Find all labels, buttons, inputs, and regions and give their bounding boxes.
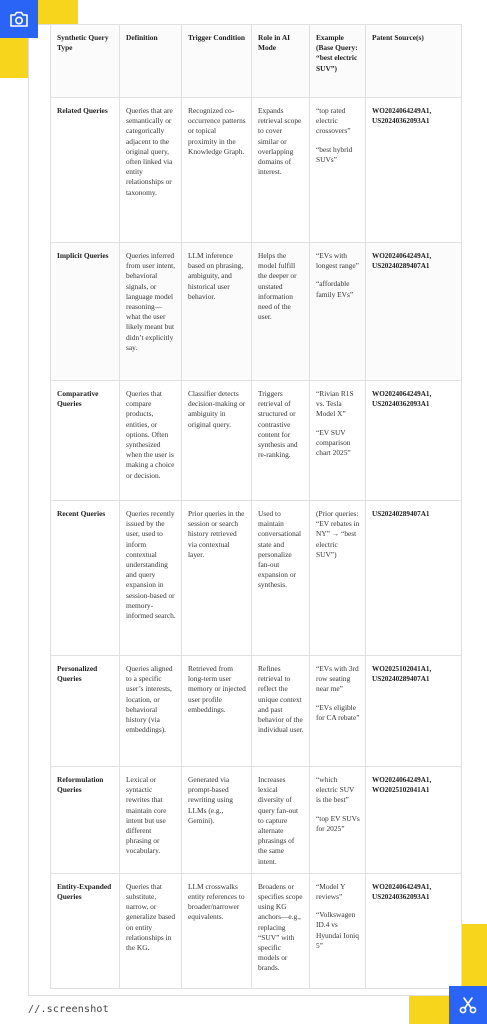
patent-source: US20240362093A1 bbox=[372, 400, 430, 409]
trigger-cell: Recognized co-occurrence patterns or topical proximity in the Knowledge Graph. bbox=[182, 98, 252, 243]
role-cell: Broadens or specifies scope using KG anchors—e.g., replacing “SUV” with specific models or brands. bbox=[252, 873, 310, 988]
trigger-cell: Prior queries in the session or search history retrieved via contextual layer. bbox=[182, 501, 252, 656]
example-text: “best hybrid SUVs” bbox=[316, 144, 353, 164]
trigger-cell: Generated via prompt-based rewriting using LLMs (e.g., Gemini). bbox=[182, 767, 252, 874]
query-type-cell: Implicit Queries bbox=[51, 243, 120, 381]
example-text: “top rated electric crossovers” bbox=[316, 106, 351, 136]
table-row bbox=[51, 381, 462, 501]
example-text: (Prior queries: “EV rebates in NY” → “best electric SUV”) bbox=[316, 509, 360, 559]
patent-source: WO2025102041A1, bbox=[372, 665, 432, 673]
example-text: “EVs with longest range” bbox=[316, 251, 359, 271]
patent-source-cell bbox=[366, 873, 462, 988]
example-text: “EV SUV comparison chart 2025” bbox=[316, 427, 351, 458]
patent-source: WO2024064249A1, bbox=[372, 390, 432, 398]
trigger-cell: LLM inference based on phrasing, ambiguity, and historical user behavior. bbox=[182, 243, 252, 381]
table-row bbox=[51, 656, 462, 767]
example-cell bbox=[310, 381, 366, 501]
definition-cell: Queries inferred from user intent, behavioral signals, or language model reasoning—what the user likely meant but didn’t explicitly say. bbox=[120, 243, 182, 381]
header-definition: Definition bbox=[120, 25, 182, 98]
query-type-cell: Entity-Expanded Queries bbox=[51, 873, 120, 988]
query-type-cell: Related Queries bbox=[51, 98, 120, 243]
patent-source-cell bbox=[366, 243, 462, 381]
example-cell bbox=[310, 656, 366, 767]
query-type-cell: Reformulation Queries bbox=[51, 767, 120, 874]
example-text: “Model Y reviews” bbox=[316, 881, 346, 902]
role-cell: Helps the model fulfill the deeper or unstated information need of the user. bbox=[252, 243, 310, 381]
definition-cell: Queries that substitute, narrow, or generalize based on entity relationships in the KG. bbox=[120, 873, 182, 988]
role-cell: Refines retrieval to reflect the unique context and past behavior of the individual user. bbox=[252, 656, 310, 767]
example-text: “which electric SUV is the best” bbox=[316, 775, 355, 805]
header-trigger: Trigger Condition bbox=[182, 25, 252, 98]
camera-icon bbox=[9, 11, 29, 27]
patent-source-cell bbox=[366, 767, 462, 874]
table-row bbox=[51, 767, 462, 874]
role-cell: Used to maintain conversational state and personalize fan-out expansion or synthesis. bbox=[252, 501, 310, 656]
patent-source-cell bbox=[366, 501, 462, 656]
role-cell: Triggers retrieval of structured or contrastive content for synthesis and re-ranking. bbox=[252, 381, 310, 501]
example-text: “top EV SUVs for 2025” bbox=[316, 813, 360, 833]
patent-source: WO2024064249A1, bbox=[372, 776, 432, 784]
header-patent-source: Patent Source(s) bbox=[366, 25, 462, 98]
example-cell bbox=[310, 767, 366, 874]
header-query-type: Synthetic Query Type bbox=[51, 25, 120, 98]
definition-cell: Queries that are semantically or categorically adjacent to the original query, often linked via entity relationships or taxonomy. bbox=[120, 98, 182, 243]
patent-source-cell bbox=[366, 656, 462, 767]
role-cell: Increases lexical diversity of query fan-out to capture alternate phrasings of the same intent. bbox=[252, 767, 310, 874]
query-type-cell: Personalized Queries bbox=[51, 656, 120, 767]
patent-source-cell bbox=[366, 381, 462, 501]
trigger-cell: Classifier detects decision-making or ambiguity in original query. bbox=[182, 381, 252, 501]
role-cell: Expands retrieval scope to cover similar or overlapping domains of interest. bbox=[252, 98, 310, 243]
camera-button[interactable] bbox=[0, 0, 38, 38]
example-cell bbox=[310, 98, 366, 243]
example-cell bbox=[310, 873, 366, 988]
example-text: “Rivian R1S vs. Tesla Model X” bbox=[316, 389, 354, 419]
patent-source: US20240289407A1 bbox=[372, 262, 430, 271]
definition-cell: Queries aligned to a specific user’s interests, location, or behavioral history (via embeddings). bbox=[120, 656, 182, 767]
table-row bbox=[51, 98, 462, 243]
example-text: “EVs with 3rd row seating near me” bbox=[316, 664, 359, 694]
table-row bbox=[51, 873, 462, 988]
scissors-button[interactable] bbox=[449, 986, 487, 1024]
query-type-cell: Comparative Queries bbox=[51, 381, 120, 501]
definition-cell: Queries recently issued by the user, used to inform contextual understanding and query expansion in session-based or memory-informed search. bbox=[120, 501, 182, 656]
example-text: “Volkswagen ID.4 vs Hyundai Ioniq 5” bbox=[316, 910, 359, 950]
table-header-row bbox=[51, 25, 462, 98]
trigger-cell: LLM crosswalks entity references to broader/narrower equivalents. bbox=[182, 873, 252, 988]
brand-wordmark: //.screenshot bbox=[28, 1004, 109, 1015]
patent-source: WO2024064249A1, bbox=[372, 882, 432, 891]
example-text: “EVs eligible for CA rebate” bbox=[316, 702, 360, 722]
table-row bbox=[51, 501, 462, 656]
patent-source: WO2025102041A1 bbox=[372, 786, 430, 795]
patent-source: US20240362093A1 bbox=[372, 893, 430, 902]
patent-source: WO2024064249A1, bbox=[372, 252, 432, 260]
patent-source: US20240362093A1 bbox=[372, 117, 430, 126]
example-text: “affordable family EVs” bbox=[316, 279, 354, 299]
definition-cell: Queries that compare products, entities, or options. Often synthesized when the user is making a choice or decision. bbox=[120, 381, 182, 501]
query-type-cell: Recent Queries bbox=[51, 501, 120, 656]
synthetic-query-table bbox=[50, 24, 462, 989]
patent-source: WO2024064249A1, bbox=[372, 107, 432, 115]
patent-source-cell bbox=[366, 98, 462, 243]
scissors-icon bbox=[458, 995, 478, 1015]
patent-source: US20240289407A1 bbox=[372, 675, 430, 684]
example-cell bbox=[310, 243, 366, 381]
header-example: Example (Base Query: “best electric SUV”) bbox=[310, 25, 366, 98]
table-row bbox=[51, 243, 462, 381]
trigger-cell: Retrieved from long-term user memory or injected user profile embeddings. bbox=[182, 656, 252, 767]
header-role: Role in AI Mode bbox=[252, 25, 310, 98]
patent-source: US20240289407A1 bbox=[372, 510, 430, 518]
definition-cell: Lexical or syntactic rewrites that maintain core intent but use different phrasing or vocabulary. bbox=[120, 767, 182, 874]
example-cell bbox=[310, 501, 366, 656]
